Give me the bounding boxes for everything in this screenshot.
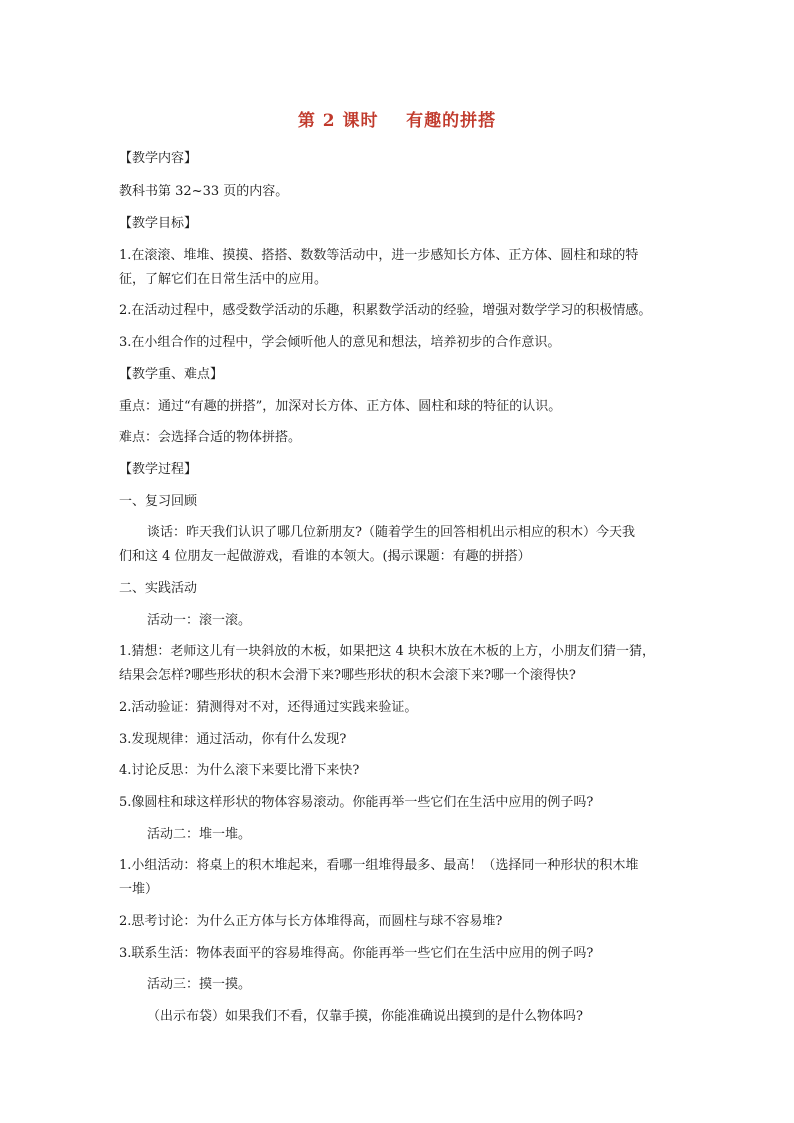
goal-3: 3.在小组合作的过程中，学会倾听他人的意见和想法，培养初步的合作意识。: [119, 335, 561, 350]
activity-2-item-2: 2.思考讨论：为什么正方体与长方体堆得高，而圆柱与球不容易堆?: [119, 914, 503, 929]
activity-1-item-1-line-1: 1.猜想：老师这儿有一块斜放的木板，如果把这 4 块积木放在木板的上方，小朋友们猜一猜，: [119, 644, 655, 659]
goal-2: 2.在活动过程中，感受数学活动的乐趣，积累数学活动的经验，增强对数学学习的积极情感。: [119, 303, 652, 318]
activity-2-item-1-line-2: 一堆）: [119, 882, 159, 897]
key-points-heading: 【教学重、难点】: [119, 367, 224, 382]
difficult-point: 难点：会选择合适的物体拼搭。: [119, 430, 302, 445]
teaching-content-text: 教科书第 32~33 页的内容。: [119, 184, 289, 199]
practice-heading: 二、实践活动: [119, 581, 198, 596]
activity-2-heading: 活动二：堆一堆。: [147, 827, 252, 842]
activity-2-item-1-line-1: 1.小组活动：将桌上的积木堆起来，看哪一组堆得最多、最高！（选择同一种形状的积木堆: [119, 858, 639, 873]
goal-1-line-1: 1.在滚滚、堆堆、摸摸、搭搭、数数等活动中，进一步感知长方体、正方体、圆柱和球的特: [119, 248, 639, 263]
review-line-1: 谈话：昨天我们认识了哪几位新朋友?（随着学生的回答相机出示相应的积木）今天我: [147, 525, 635, 540]
activity-1-item-4: 4.讨论反思：为什么滚下来要比滑下来快?: [119, 763, 360, 778]
activity-1-item-5: 5.像圆柱和球这样形状的物体容易滚动。你能再举一些它们在生活中应用的例子吗?: [119, 795, 594, 810]
lesson-title: 第 2 课时 有趣的拼搭: [297, 111, 497, 131]
activity-3-item-1: （出示布袋）如果我们不看，仅靠手摸，你能准确说出摸到的是什么物体吗?: [147, 1009, 583, 1024]
activity-1-heading: 活动一：滚一滚。: [147, 613, 252, 628]
review-line-2: 们和这 4 位朋友一起做游戏，看谁的本领大。(揭示课题：有趣的拼搭）: [119, 549, 531, 564]
teaching-process-heading: 【教学过程】: [119, 462, 198, 477]
goal-1-line-2: 征，了解它们在日常生活中的应用。: [119, 272, 328, 287]
review-heading: 一、复习回顾: [119, 494, 198, 509]
activity-1-item-1-line-2: 结果会怎样?哪些形状的积木会滑下来?哪些形状的积木会滚下来?哪一个滚得快?: [119, 668, 576, 683]
key-point: 重点：通过“有趣的拼搭”，加深对长方体、正方体、圆柱和球的特征的认识。: [119, 399, 562, 414]
teaching-goals-heading: 【教学目标】: [119, 216, 198, 231]
activity-2-item-3: 3.联系生活：物体表面平的容易堆得高。你能再举一些它们在生活中应用的例子吗?: [119, 946, 594, 961]
activity-1-item-3: 3.发现规律：通过活动，你有什么发现?: [119, 732, 347, 747]
teaching-content-heading: 【教学内容】: [119, 151, 198, 166]
activity-1-item-2: 2.活动验证：猜测得对不对，还得通过实践来验证。: [119, 700, 418, 715]
activity-3-heading: 活动三：摸一摸。: [147, 977, 252, 992]
